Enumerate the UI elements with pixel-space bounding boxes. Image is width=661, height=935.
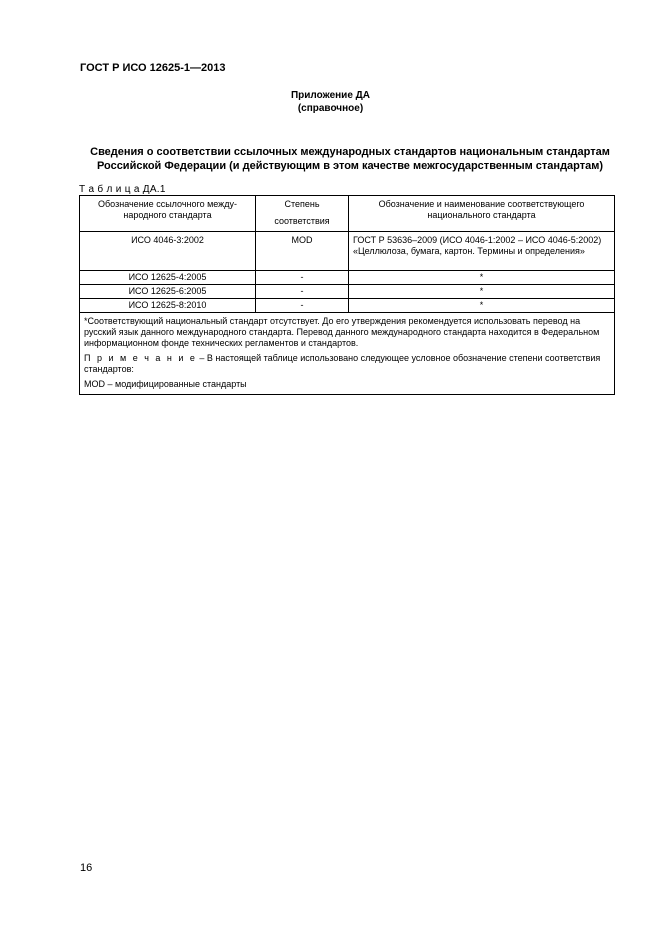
standard-id: ГОСТ Р ИСО 12625-1—2013: [80, 62, 226, 74]
section-heading: [60, 145, 640, 173]
header-ref-standard: [80, 196, 256, 232]
annex-type: (справочное): [297, 103, 364, 114]
cell-ref: ИСО 12625-6:2005: [80, 285, 256, 299]
note-text: – В настоящей таблице использовано следующее условное обозначение степени соответствия стандартов:: [84, 353, 601, 374]
header-degree-line-1: Степень: [284, 199, 320, 209]
header-degree: [256, 196, 349, 232]
cell-degree: -: [256, 271, 349, 285]
header-ref-line-2: народного стандарта: [123, 210, 212, 220]
table-row: [80, 285, 615, 299]
cell-national: *: [349, 285, 615, 299]
note-label: П р и м е ч а н и е: [84, 353, 197, 363]
footnote-text: *Соответствующий национальный стандарт отсутствует. До его утверждения рекомендуется использовать перевод на русский язык данного международного стандарта. Перевод данного международного стандарта находится в Федеральном информационном фонде технических регламентов и стандартов.: [84, 316, 600, 348]
table-notes: [80, 313, 615, 395]
table-caption: Т а б л и ц а ДА.1: [79, 184, 166, 195]
header-national-standard: [349, 196, 615, 232]
table-row: [80, 232, 615, 271]
annex-title: Приложение ДА: [290, 90, 371, 101]
table-row: [80, 271, 615, 285]
table-row: [80, 299, 615, 313]
table-notes-row: [80, 313, 615, 395]
table-header-row: [80, 196, 615, 232]
cell-national: *: [349, 271, 615, 285]
cell-national: *: [349, 299, 615, 313]
note-paragraph: [84, 353, 610, 375]
mod-definition: MOD – модифицированные стандарты: [84, 379, 247, 389]
heading-line-2: Российской Федерации (и действующим в этом качестве межгосударственным стандартам): [96, 160, 604, 172]
cell-degree: MOD: [256, 232, 349, 271]
cell-ref: ИСО 12625-4:2005: [80, 271, 256, 285]
annex-title-block: [0, 89, 661, 115]
header-national-line-1: Обозначение и наименование соответствующего: [378, 199, 585, 209]
cell-degree: -: [256, 285, 349, 299]
page-number: 16: [80, 862, 93, 874]
correspondence-table: [79, 195, 615, 395]
header-degree-line-2: соответствия: [274, 216, 330, 226]
header-ref-line-1: Обозначение ссылочного между-: [98, 199, 237, 209]
header-national-line-2: национального стандарта: [427, 210, 536, 220]
cell-national: ГОСТ Р 53636–2009 (ИСО 4046-1:2002 – ИСО 4046-5:2002) «Целлюлоза, бумага, картон. Термины и определения»: [349, 232, 615, 271]
heading-line-1: Сведения о соответствии ссылочных международных стандартов национальным стандартам: [90, 146, 610, 158]
cell-ref: ИСО 12625-8:2010: [80, 299, 256, 313]
cell-degree: -: [256, 299, 349, 313]
cell-ref: ИСО 4046-3:2002: [80, 232, 256, 271]
